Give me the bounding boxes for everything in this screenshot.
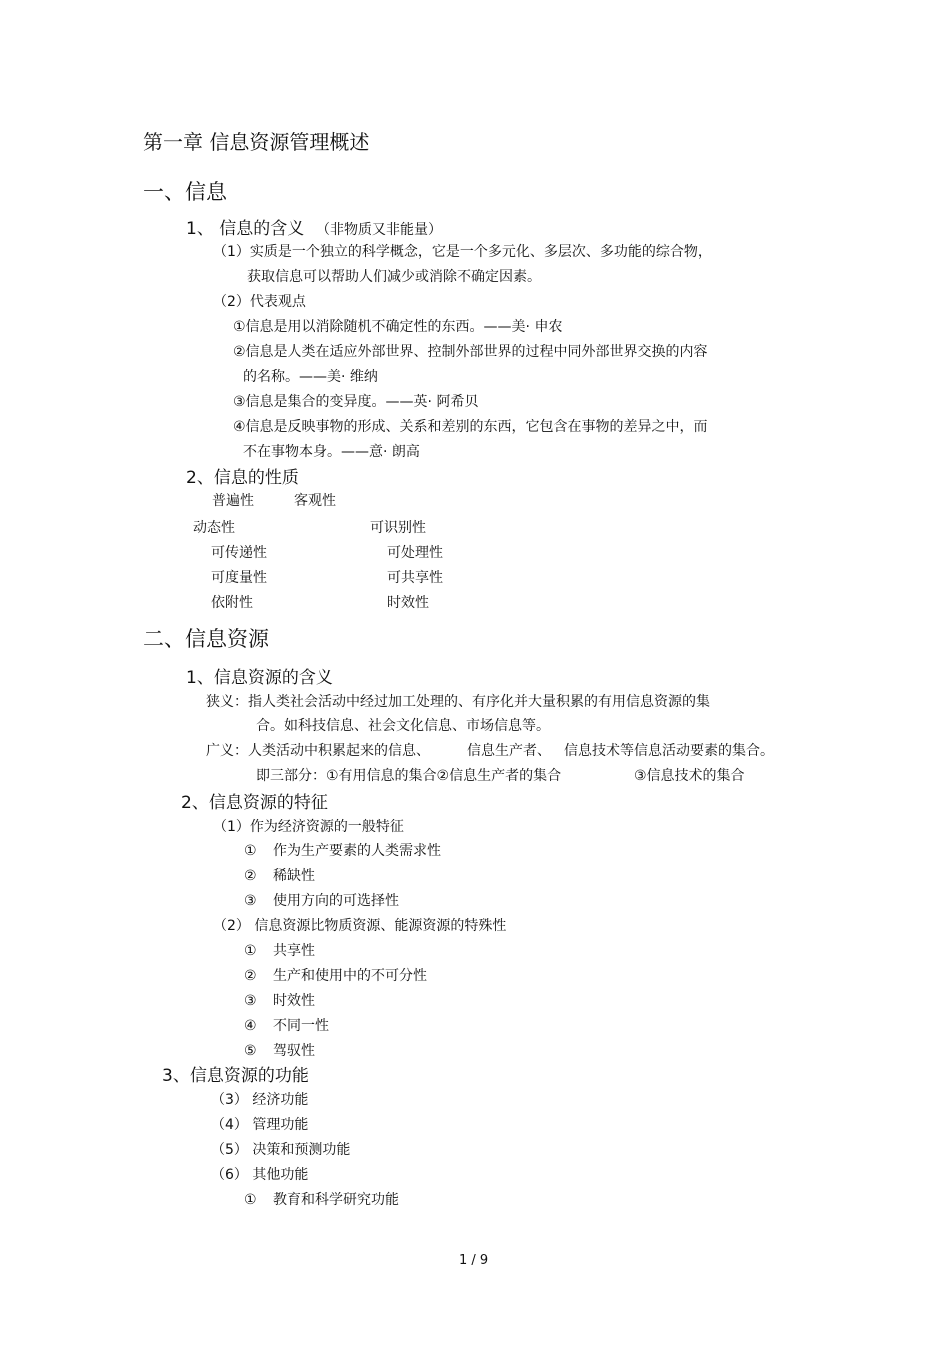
paragraph-1-line-1: （1）实质是一个独立的科学概念，它是一个多元化、多层次、多功能的综合物， — [213, 244, 712, 260]
list-item: 稀缺性 — [273, 868, 315, 884]
subheading-note: （非物质又非能量） — [316, 222, 442, 238]
viewpoint-1: ①信息是用以消除随机不确定性的东西。——美· 申农 — [233, 319, 563, 335]
list-item-num: ④ — [244, 1018, 257, 1034]
paragraph-1-line-2: 获取信息可以帮助人们减少或消除不确定因素。 — [247, 269, 541, 285]
property-item: 客观性 — [294, 493, 336, 509]
subheading-information-meaning: 1、 信息的含义 — [186, 219, 305, 239]
narrow-definition-line-1: 狭义：指人类社会活动中经过加工处理的、有序化并大量积累的有用信息资源的集 — [206, 694, 710, 710]
viewpoint-2-line-1: ②信息是人类在适应外部世界、控制外部世界的过程中同外部世界交换的内容 — [233, 344, 708, 360]
function-item: （4） 管理功能 — [211, 1117, 309, 1133]
viewpoint-2-line-2: 的名称。——美· 维纳 — [243, 369, 378, 385]
three-parts-b: ③信息技术的集合 — [634, 768, 745, 784]
function-item: （5） 决策和预测功能 — [211, 1142, 351, 1158]
list-item: 教育和科学研究功能 — [273, 1192, 399, 1208]
list-item: 驾驭性 — [273, 1043, 315, 1059]
viewpoint-3: ③信息是集合的变异度。——英· 阿希贝 — [233, 394, 479, 410]
section-heading-information-resources: 二、信息资源 — [143, 627, 269, 651]
subheading-resource-functions: 3、信息资源的功能 — [162, 1066, 309, 1086]
list-item: 不同一性 — [273, 1018, 329, 1034]
general-characteristics-label: （1）作为经济资源的一般特征 — [213, 819, 404, 835]
property-item: 普遍性 — [212, 493, 254, 509]
viewpoint-4-line-1: ④信息是反映事物的形成、关系和差别的东西，它包含在事物的差异之中，而 — [233, 419, 708, 435]
property-item: 可识别性 — [370, 520, 426, 536]
viewpoint-4-line-2: 不在事物本身。——意· 朗高 — [243, 444, 420, 460]
narrow-definition-line-2: 合。如科技信息、社会文化信息、市场信息等。 — [256, 718, 550, 734]
property-item: 可传递性 — [211, 545, 267, 561]
broad-definition-part-2: 信息生产者、 — [467, 743, 551, 759]
three-parts-a: 即三部分：①有用信息的集合②信息生产者的集合 — [256, 768, 562, 784]
list-item-num: ⑤ — [244, 1043, 257, 1059]
list-item: 时效性 — [273, 993, 315, 1009]
special-characteristics-label: （2） 信息资源比物质资源、能源资源的特殊性 — [213, 918, 507, 934]
function-item: （6） 其他功能 — [211, 1167, 309, 1183]
list-item: 使用方向的可选择性 — [273, 893, 399, 909]
list-item: 生产和使用中的不可分性 — [273, 968, 427, 984]
property-item: 时效性 — [387, 595, 429, 611]
list-item: 共享性 — [273, 943, 315, 959]
list-item-num: ① — [244, 943, 257, 959]
function-item: （3） 经济功能 — [211, 1092, 309, 1108]
list-item-num: ① — [244, 843, 257, 859]
subheading-resource-meaning: 1、信息资源的含义 — [186, 668, 333, 688]
page-number: 1 / 9 — [459, 1253, 489, 1268]
broad-definition-part-3: 信息技术等信息活动要素的集合。 — [564, 743, 774, 759]
broad-definition-part-1: 广义：人类活动中积累起来的信息、 — [206, 743, 430, 759]
subheading-information-properties: 2、信息的性质 — [186, 468, 299, 488]
list-item-num: ③ — [244, 893, 257, 909]
list-item: 作为生产要素的人类需求性 — [273, 843, 441, 859]
property-item: 动态性 — [193, 520, 235, 536]
chapter-title: 第一章 信息资源管理概述 — [143, 130, 370, 154]
property-item: 可度量性 — [211, 570, 267, 586]
list-item-num: ① — [244, 1192, 257, 1208]
property-item: 可共享性 — [387, 570, 443, 586]
property-item: 依附性 — [211, 595, 253, 611]
list-item-num: ③ — [244, 993, 257, 1009]
property-item: 可处理性 — [387, 545, 443, 561]
subheading-resource-characteristics: 2、信息资源的特征 — [181, 793, 328, 813]
list-item-num: ② — [244, 968, 257, 984]
section-heading-information: 一、信息 — [143, 180, 227, 204]
paragraph-2-label: （2）代表观点 — [213, 294, 306, 310]
list-item-num: ② — [244, 868, 257, 884]
